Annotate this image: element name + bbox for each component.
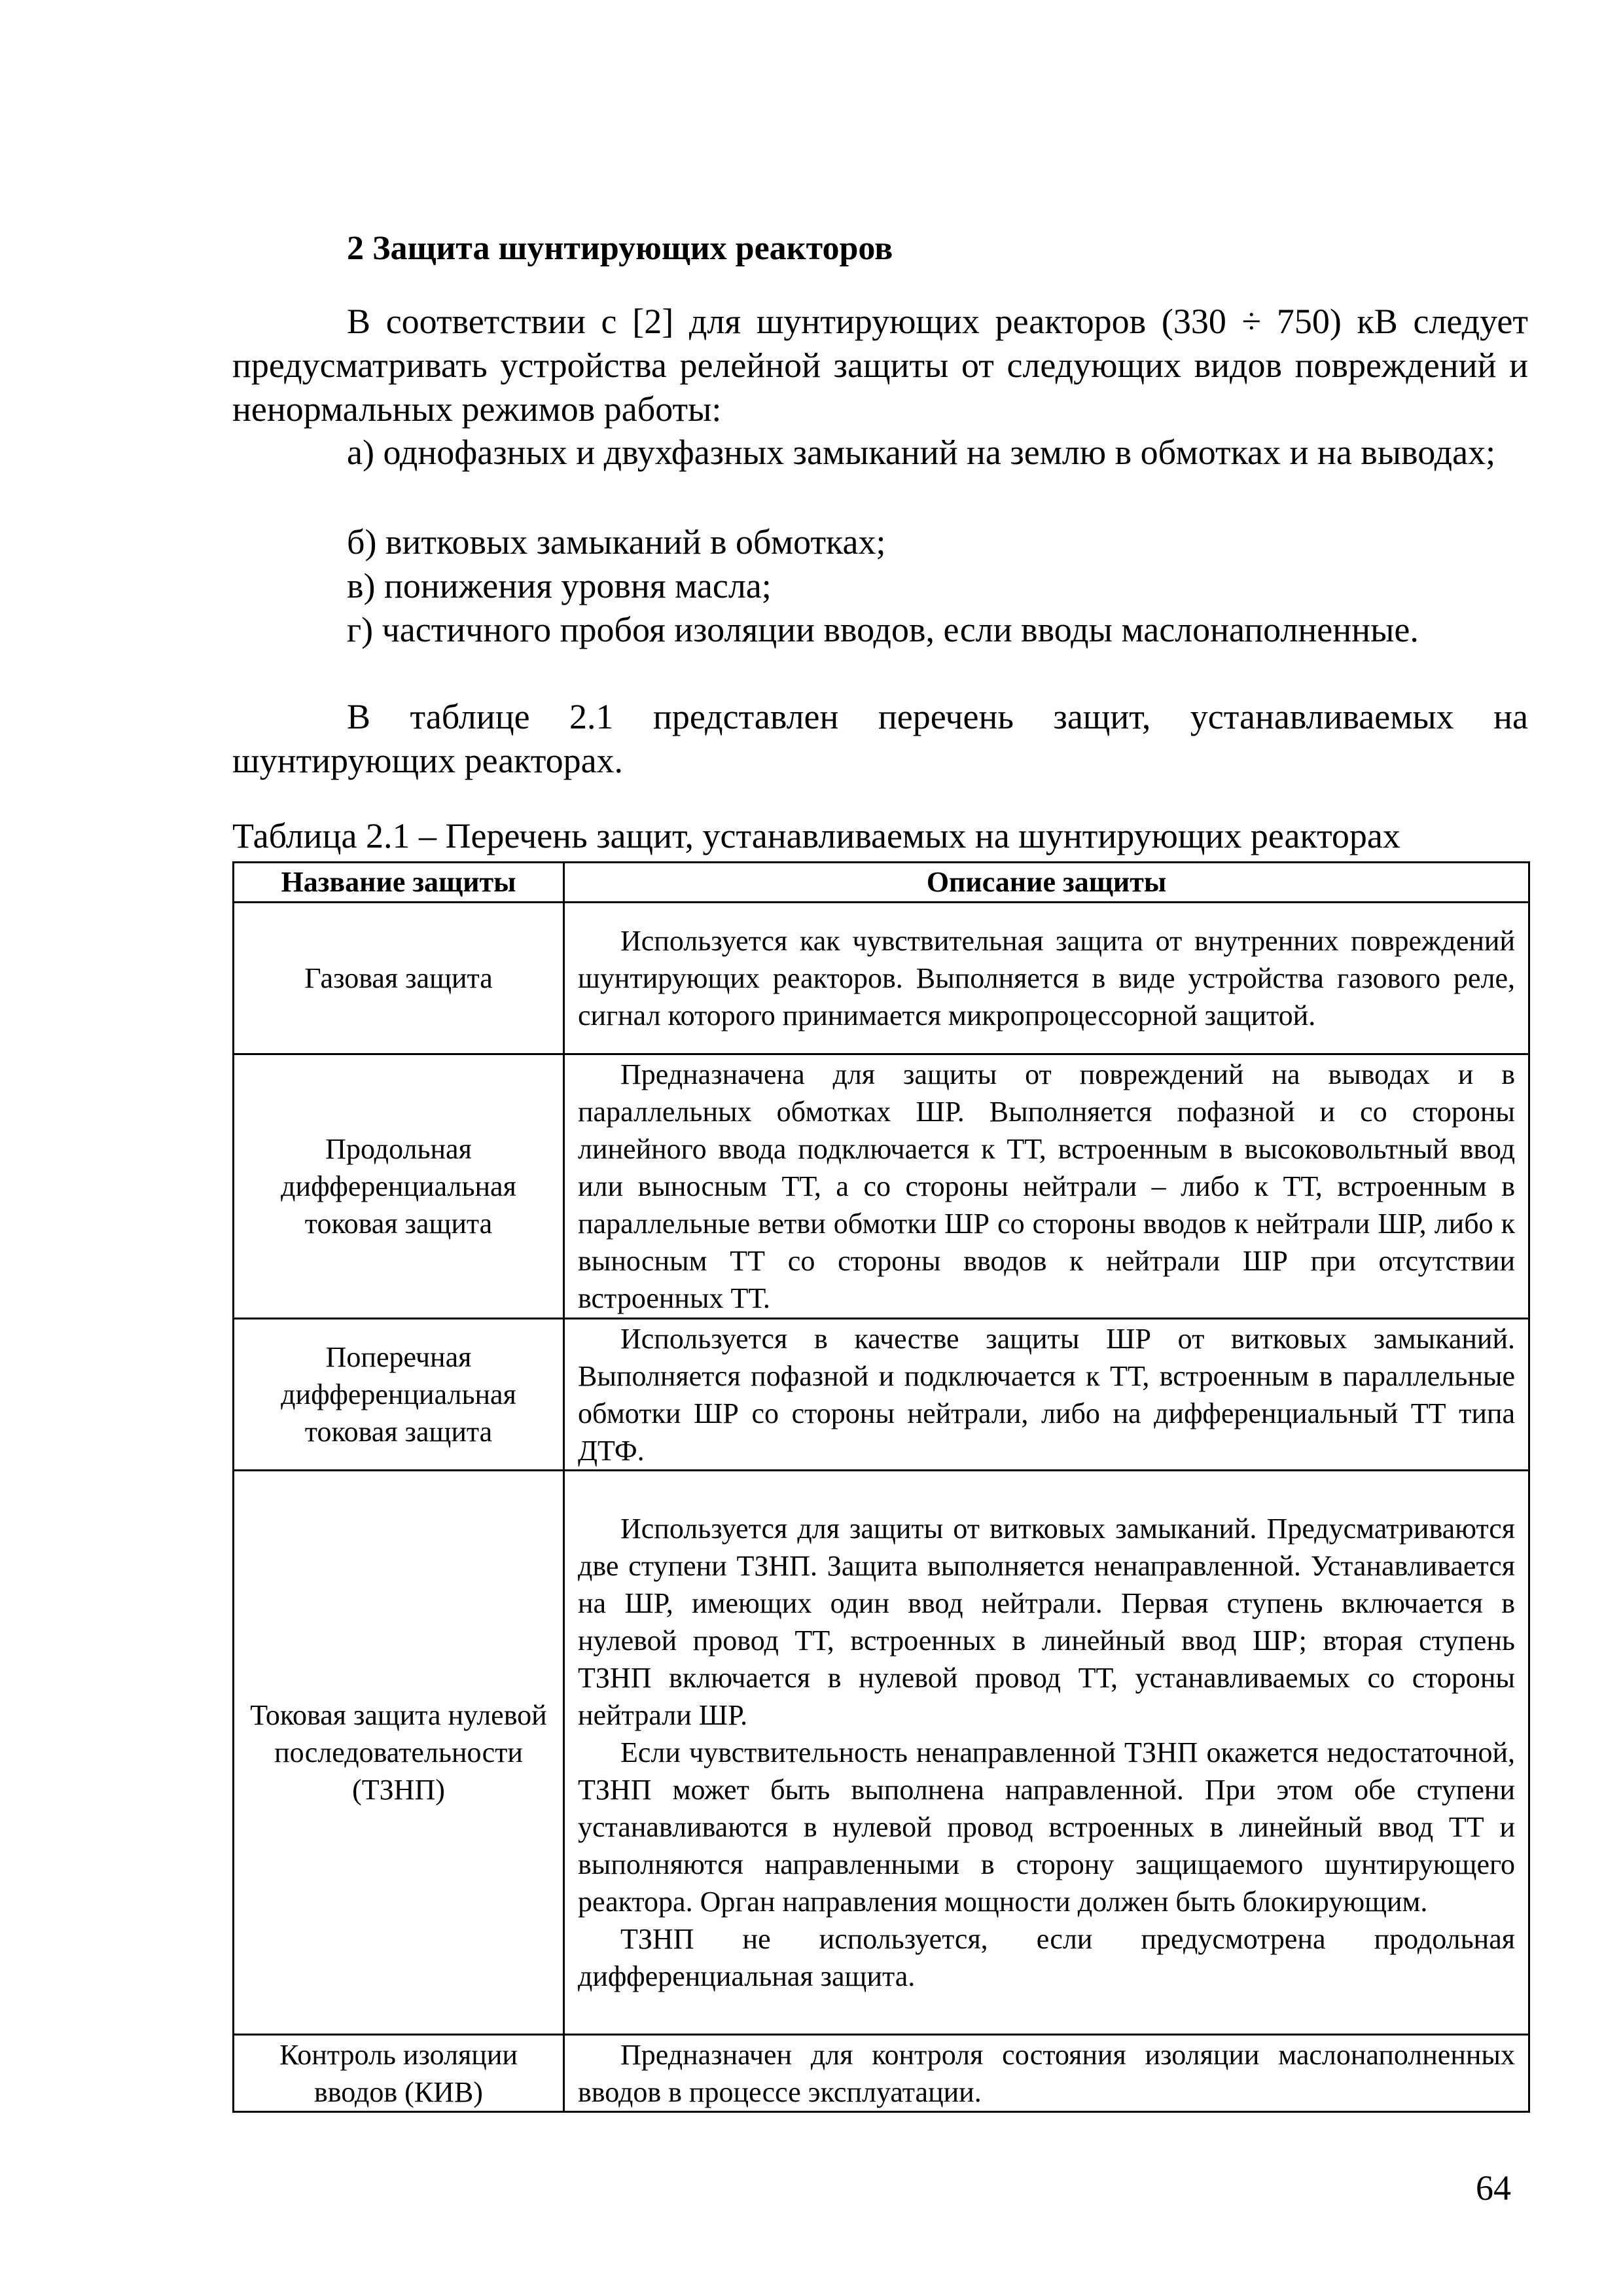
protection-description bbox=[564, 2035, 1529, 2112]
list-item-d: г) частичного пробоя изоляции вводов, если вводы маслонаполненные. bbox=[347, 610, 1419, 649]
table-row bbox=[234, 1319, 1529, 1471]
description-paragraph: Предназначена для защиты от повреждений на выводах и в параллельных обмотках ШР. Выполняется пофазной и со стороны линейного ввода подключается к ТТ, встроенным в высоковольтный ввод или выносным ТТ, а со стороны нейтрали – либо к ТТ, встроенным в параллельные ветви обмотки ШР со стороны вводов к нейтрали ШР, либо к выносным ТТ со стороны вводов к нейтрали ШР при отсутствии встроенных ТТ. bbox=[578, 1058, 1515, 1314]
protection-description bbox=[564, 1319, 1529, 1471]
description-paragraph: Используется для защиты от витковых замыканий. Предусматриваются две ступени ТЗНП. Защита выполняется ненаправленной. Устанавливается на ШР, имеющих один ввод нейтрали. Первая ступень включается в нулевой провод ТТ, встроенных в линейный ввод ШР; вторая ступень ТЗНП включается в нулевой провод ТТ, устанавливаемых со стороны нейтрали ШР. bbox=[578, 1513, 1515, 1731]
description-paragraph: Если чувствительность ненаправленной ТЗНП окажется недостаточной, ТЗНП может быть выполнена направленной. При этом обе ступени устанавливаются в нулевой провод встроенных в линейный ввод ТТ и выполняются направленными в сторону защищаемого шунтирующего реактора. Орган направления мощности должен быть блокирующим. bbox=[578, 1736, 1515, 1918]
intro-paragraph: В соответствии с [2] для шунтирующих реакторов (330 ÷ 750) кВ следует предусматривать устройства релейной защиты от следующих видов повреждений и ненормальных режимов работы: bbox=[232, 302, 1528, 429]
table-row bbox=[234, 2035, 1529, 2112]
list-item-c: в) понижения уровня масла; bbox=[347, 566, 772, 605]
table-row bbox=[234, 903, 1529, 1054]
protection-name: Токовая защита нулевой последовательности (ТЗНП) bbox=[234, 1471, 564, 2035]
header-description: Описание защиты bbox=[564, 863, 1529, 903]
description-paragraph: Используется в качестве защиты ШР от витковых замыканий. Выполняется пофазной и подключается к ТТ, встроенным в параллельные обмотки ШР со стороны нейтрали, либо на дифференциальный ТТ типа ДТФ. bbox=[578, 1322, 1515, 1467]
table-row bbox=[234, 1471, 1529, 2035]
description-paragraph: Используется как чувствительная защита от внутренних повреждений шунтирующих реакторов. Выполняется в виде устройства газового реле, сигнал которого принимается микропроцессорной защитой. bbox=[578, 925, 1515, 1031]
list-item-b: б) витковых замыканий в обмотках; bbox=[347, 522, 886, 562]
table-row bbox=[234, 1054, 1529, 1319]
header-name: Название защиты bbox=[234, 863, 564, 903]
protection-description bbox=[564, 1471, 1529, 2035]
table-header-row bbox=[234, 863, 1529, 903]
protection-name: Поперечная дифференциальная токовая защита bbox=[234, 1319, 564, 1471]
protection-name: Продольная дифференциальная токовая защита bbox=[234, 1054, 564, 1319]
protection-name: Газовая защита bbox=[234, 903, 564, 1054]
section-title: 2 Защита шунтирующих реакторов bbox=[347, 230, 893, 267]
table-caption: Таблица 2.1 – Перечень защит, устанавливаемых на шунтирующих реакторах bbox=[232, 816, 1400, 855]
protection-description bbox=[564, 1054, 1529, 1319]
description-paragraph: Предназначен для контроля состояния изоляции маслонаполненных вводов в процессе эксплуатации. bbox=[578, 2038, 1515, 2108]
table-reference-paragraph: В таблице 2.1 представлен перечень защит, устанавливаемых на шунтирующих реакторах. bbox=[232, 697, 1528, 780]
list-item-a: а) однофазных и двухфазных замыканий на землю в обмотках и на выводах; bbox=[347, 433, 1496, 472]
page-number: 64 bbox=[1476, 2168, 1511, 2208]
protection-description bbox=[564, 903, 1529, 1054]
protections-table bbox=[232, 861, 1530, 2113]
protection-name: Контроль изоляции вводов (КИВ) bbox=[234, 2035, 564, 2112]
description-paragraph: ТЗНП не используется, если предусмотрена продольная дифференциальная защита. bbox=[578, 1923, 1515, 1992]
